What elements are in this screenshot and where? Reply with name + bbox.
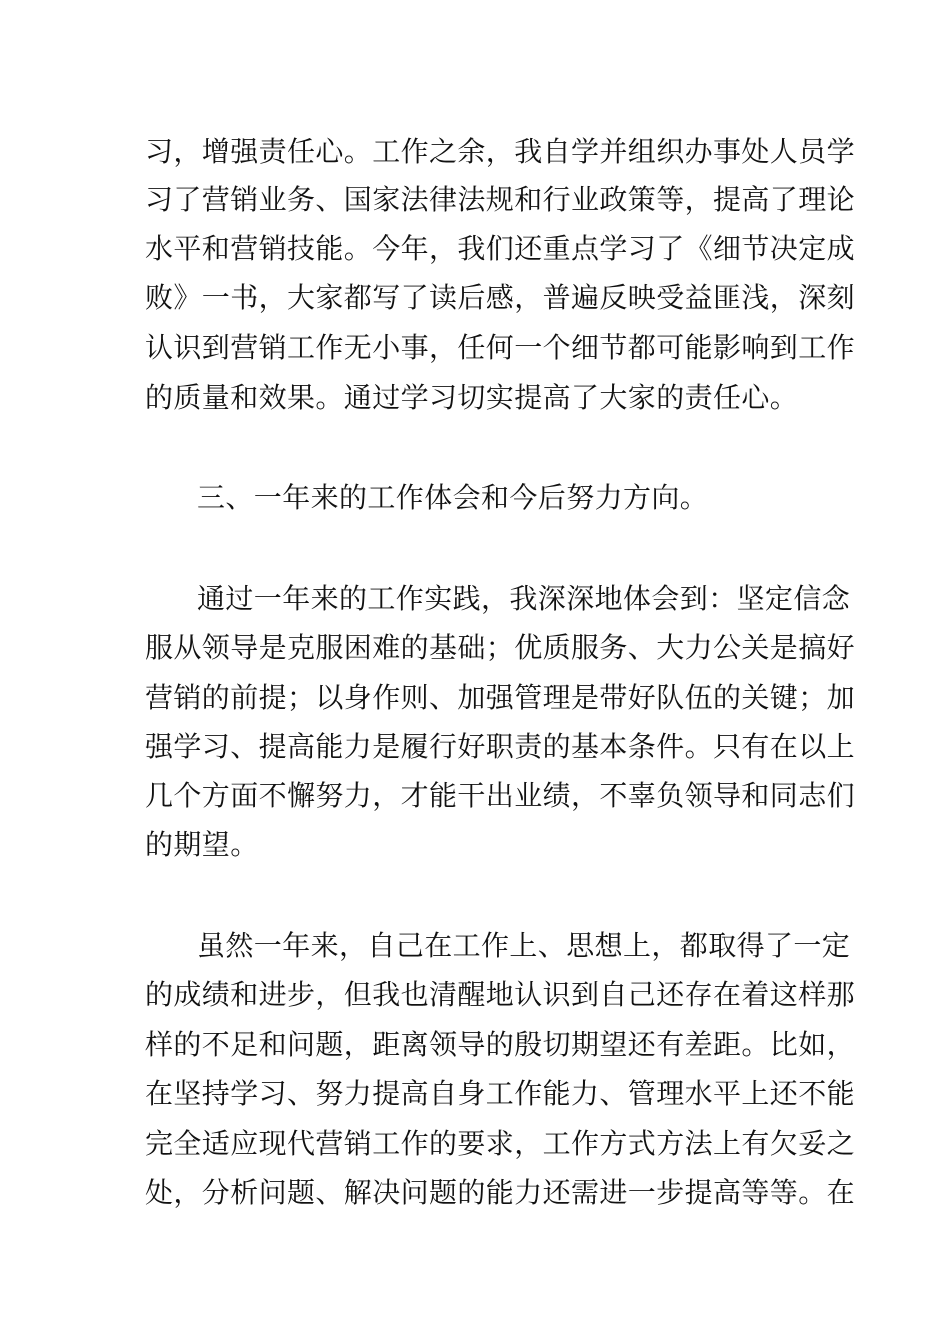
paragraph-1-line-2: 习了营销业务、国家法律法规和行业政策等，提高了理论 [145, 183, 856, 216]
paragraph-3-line-4: 在坚持学习、努力提高自身工作能力、管理水平上还不能 [145, 1077, 856, 1110]
paragraph-1-line-3: 水平和营销技能。今年，我们还重点学习了《细节决定成 [145, 232, 856, 265]
paragraph-3-line-1: 虽然一年来，自己在工作上、思想上，都取得了一定 [197, 929, 851, 962]
paragraph-1-line-6: 的质量和效果。通过学习切实提高了大家的责任心。 [145, 381, 799, 414]
paragraph-2-line-1: 通过一年来的工作实践，我深深地体会到：坚定信念 [197, 582, 851, 615]
paragraph-1-line-4: 败》一书，大家都写了读后感，普遍反映受益匪浅，深刻 [145, 281, 856, 314]
paragraph-3-line-2: 的成绩和进步，但我也清醒地认识到自己还存在着这样那 [145, 978, 856, 1011]
paragraph-3-line-6: 处，分析问题、解决问题的能力还需进一步提高等等。在 [145, 1176, 856, 1209]
paragraph-3-line-5: 完全适应现代营销工作的要求，工作方式方法上有欠妥之 [145, 1127, 856, 1160]
paragraph-1-line-1: 习，增强责任心。工作之余，我自学并组织办事处人员学 [145, 135, 856, 168]
paragraph-2-line-3: 营销的前提；以身作则、加强管理是带好队伍的关键；加 [145, 681, 856, 714]
paragraph-3-line-3: 样的不足和问题，距离领导的殷切期望还有差距。比如， [145, 1028, 856, 1061]
paragraph-2-line-6: 的期望。 [145, 828, 259, 861]
paragraph-2-line-5: 几个方面不懈努力，才能干出业绩，不辜负领导和同志们 [145, 779, 856, 812]
paragraph-2-line-2: 服从领导是克服困难的基础；优质服务、大力公关是搞好 [145, 631, 856, 664]
section-heading-3: 三、一年来的工作体会和今后努力方向。 [197, 481, 709, 514]
paragraph-1-line-5: 认识到营销工作无小事，任何一个细节都可能影响到工作 [145, 331, 856, 364]
paragraph-2-line-4: 强学习、提高能力是履行好职责的基本条件。只有在以上 [145, 730, 856, 763]
